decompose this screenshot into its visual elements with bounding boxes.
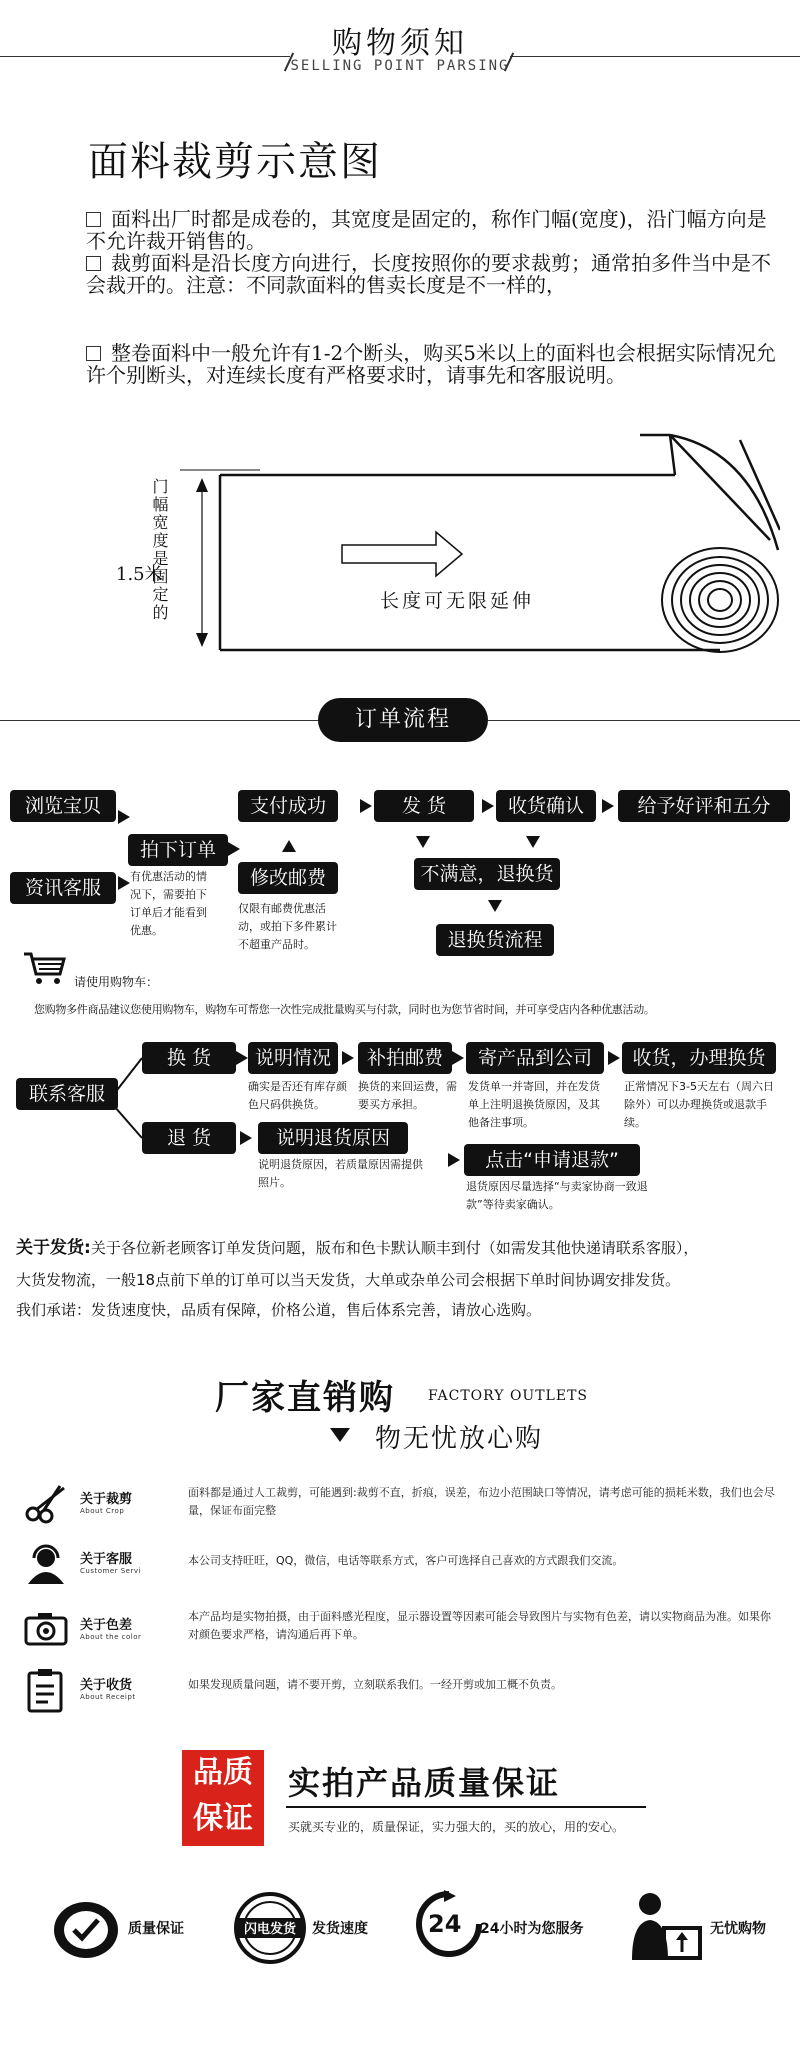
camera-icon <box>24 1612 68 1646</box>
service-row-customer-service <box>24 1540 784 1590</box>
checkbox-icon <box>86 346 101 361</box>
service-label-en: Customer Servi <box>80 1567 141 1575</box>
flow-pay: 支付成功 <box>238 790 338 822</box>
service-label: 关于收货 <box>80 1678 133 1693</box>
page-subtitle: SELLING POINT PARSING <box>290 58 510 74</box>
shipping-line-3: 我们承诺：发货速度快，品质有保障，价格公道，售后体系完善，请放心选购。 <box>16 1301 542 1319</box>
header-divider-right <box>510 56 800 57</box>
service-label: 关于裁剪 <box>80 1492 133 1507</box>
flow-unsatisfied: 不满意，退换货 <box>414 858 560 890</box>
service-label: 关于客服 <box>80 1552 133 1567</box>
returns-receive: 收货，办理换货 <box>622 1042 776 1074</box>
flow-browse: 浏览宝贝 <box>10 790 116 822</box>
service-text: 如果发现质量问题，请不要开剪，立刻联系我们。一经开剪或加工概不负责。 <box>188 1678 562 1691</box>
clock-24-badge: 24 <box>428 1910 462 1938</box>
fabric-roll-diagram <box>110 420 780 670</box>
fabric-width-label: 1.5米 <box>116 564 163 585</box>
shipping-line-1: 关于发货:关于各位新老顾客订单发货问题，版布和色卡默认顺丰到付（如需发其他快递请联系客服）， <box>16 1238 699 1258</box>
arrow-right-icon <box>452 1051 464 1065</box>
returns-postage: 补拍邮费 <box>358 1042 452 1074</box>
shopping-cart-icon <box>22 950 66 986</box>
factory-subtitle: 物无忧放心购 <box>375 1424 544 1454</box>
service-text: 本产品均是实物拍摄，由于面料感光程度，显示器设置等因素可能会导致图片与实物有色差，请以实物商品为准。如果你对颜色要求严格，请沟通后再下单。 <box>188 1610 771 1641</box>
send-note: 发货单一并寄回，并在发货单上注明退换货原因，及其他备注事项。 <box>468 1080 600 1129</box>
arrow-right-icon <box>118 810 130 824</box>
arrow-right-icon <box>360 799 372 813</box>
quality-badge: 品质 保证 <box>182 1750 264 1846</box>
arrow-right-icon <box>118 876 130 890</box>
arrow-down-icon <box>416 836 430 848</box>
fabric-length-note: 长度可无限延伸 <box>380 590 535 612</box>
guarantee-label: 无忧购物 <box>710 1921 766 1937</box>
lightning-badge-text: 闪电发货 <box>243 1922 296 1937</box>
service-label: 关于色差 <box>80 1618 133 1633</box>
fabric-item-1: 面料出厂时都是成卷的，其宽度是固定的，称作门幅(宽度)，沿门幅方向是不允许裁开销售的。 <box>86 207 767 253</box>
guarantee-label: 发货速度 <box>312 1921 368 1937</box>
refund-note: 说明退货原因，若质量原因需提供照片。 <box>258 1158 423 1189</box>
quality-subtitle: 买就买专业的，质量保证，实力强大的，买的放心，用的安心。 <box>288 1820 625 1834</box>
shipping-line-2: 大货发物流，一般18点前下单的订单可以当天发货，大单或杂单公司会根据下单时间协调安排发货。 <box>16 1271 681 1289</box>
checkbox-icon <box>86 256 101 271</box>
returns-contact: 联系客服 <box>16 1078 118 1110</box>
flow-confirm: 收货确认 <box>496 790 596 822</box>
courier-box-icon <box>626 1890 706 1964</box>
service-label-en: About the color <box>80 1633 142 1641</box>
arrow-right-icon <box>448 1153 460 1167</box>
postage-note: 换货的来回运费，需要买方承担。 <box>358 1080 457 1111</box>
branch-connector <box>110 1050 150 1150</box>
returns-refund-reason: 说明退货原因 <box>258 1122 408 1154</box>
arrow-down-icon <box>526 836 540 848</box>
receive-note: 正常情况下3-5天左右（周六日除外）可以办理换货或退款手续。 <box>624 1080 774 1129</box>
flow-consult: 资讯客服 <box>10 872 116 904</box>
returns-exchange: 换 货 <box>142 1042 236 1074</box>
service-label-en: About Crop <box>80 1507 125 1515</box>
header-divider-left <box>0 56 290 57</box>
arrow-right-icon <box>236 1051 248 1065</box>
cart-label: 请使用购物车： <box>74 975 159 989</box>
service-text: 本公司支持旺旺，QQ，微信，电话等联系方式，客户可选择自己喜欢的方式跟我们交流。 <box>188 1554 624 1567</box>
quality-seal-icon <box>50 1896 122 1962</box>
flow-return-process: 退换货流程 <box>436 924 554 956</box>
checkbox-icon <box>86 212 101 227</box>
page-title: 购物须知 <box>332 26 468 61</box>
returns-apply-refund: 点击“申请退款” <box>464 1144 640 1176</box>
service-text: 面料都是通过人工裁剪，可能遇到:裁剪不直，折痕，误差，布边小范围缺口等情况，请考虑可能的损耗米数，我们也会尽量，保证布面完整 <box>188 1486 775 1517</box>
order-divider-right <box>488 720 800 721</box>
service-row-receipt <box>24 1666 784 1716</box>
arrow-down-icon <box>488 900 502 912</box>
consult-note: 有优惠活动的情况下，需要拍下订单后才能看到优惠。 <box>130 870 207 937</box>
factory-title-en: FACTORY OUTLETS <box>428 1388 588 1404</box>
flow-place-order: 拍下订单 <box>128 834 228 866</box>
order-flow-title: 订单流程 <box>318 698 488 742</box>
scissors-icon <box>24 1484 68 1524</box>
quality-divider <box>286 1806 646 1808</box>
headset-icon <box>24 1542 68 1586</box>
order-divider-left <box>0 720 318 721</box>
arrow-right-icon <box>602 799 614 813</box>
apply-note: 退货原因尽量选择“与卖家协商一致退款”等待卖家确认。 <box>466 1180 648 1211</box>
arrow-up-icon <box>282 840 296 852</box>
explain-note: 确实是否还有库存颜色尺码供换货。 <box>248 1080 347 1111</box>
flow-ship: 发 货 <box>374 790 474 822</box>
triangle-down-icon <box>330 1428 350 1442</box>
factory-title: 厂家直销购 <box>215 1378 395 1418</box>
arrow-right-icon <box>608 1051 620 1065</box>
service-label-en: About Receipt <box>80 1693 136 1701</box>
arrow-right-icon <box>482 799 494 813</box>
arrow-right-icon <box>228 842 240 856</box>
fabric-item-3: 整卷面料中一般允许有1-2个断头，购买5米以上的面料也会根据实际情况允许个别断头，对连续长度有严格要求时，请事先和客服说明。 <box>86 341 776 387</box>
guarantee-label: 质量保证 <box>128 1921 184 1937</box>
fabric-width-note: 门幅宽度是固定的 <box>150 478 169 622</box>
clipboard-icon <box>26 1668 66 1714</box>
modify-postage-note: 仅限有邮费优惠活动，或拍下多件累计不超重产品时。 <box>238 902 337 951</box>
guarantee-label: 24小时为您服务 <box>480 1921 584 1937</box>
returns-send-back: 寄产品到公司 <box>466 1042 604 1074</box>
returns-explain: 说明情况 <box>248 1042 338 1074</box>
service-row-color <box>24 1606 784 1656</box>
flow-modify-postage: 修改邮费 <box>238 862 338 894</box>
returns-refund: 退 货 <box>142 1122 236 1154</box>
arrow-right-icon <box>240 1131 252 1145</box>
fabric-title: 面料裁剪示意图 <box>88 139 382 185</box>
arrow-right-icon <box>342 1051 354 1065</box>
flow-review: 给予好评和五分 <box>618 790 790 822</box>
fabric-item-2: 裁剪面料是沿长度方向进行，长度按照你的要求裁剪；通常拍多件当中是不会裁开的。注意：不同款面料的售卖长度是不一样的， <box>86 251 771 297</box>
quality-title: 实拍产品质量保证 <box>288 1764 561 1802</box>
cart-text: 您购物多件商品建议您使用购物车，购物车可帮您一次性完成批量购买与付款，同时也为您节省时间，并可享受店内各种优惠活动。 <box>34 1003 655 1016</box>
service-row-crop <box>24 1480 784 1530</box>
